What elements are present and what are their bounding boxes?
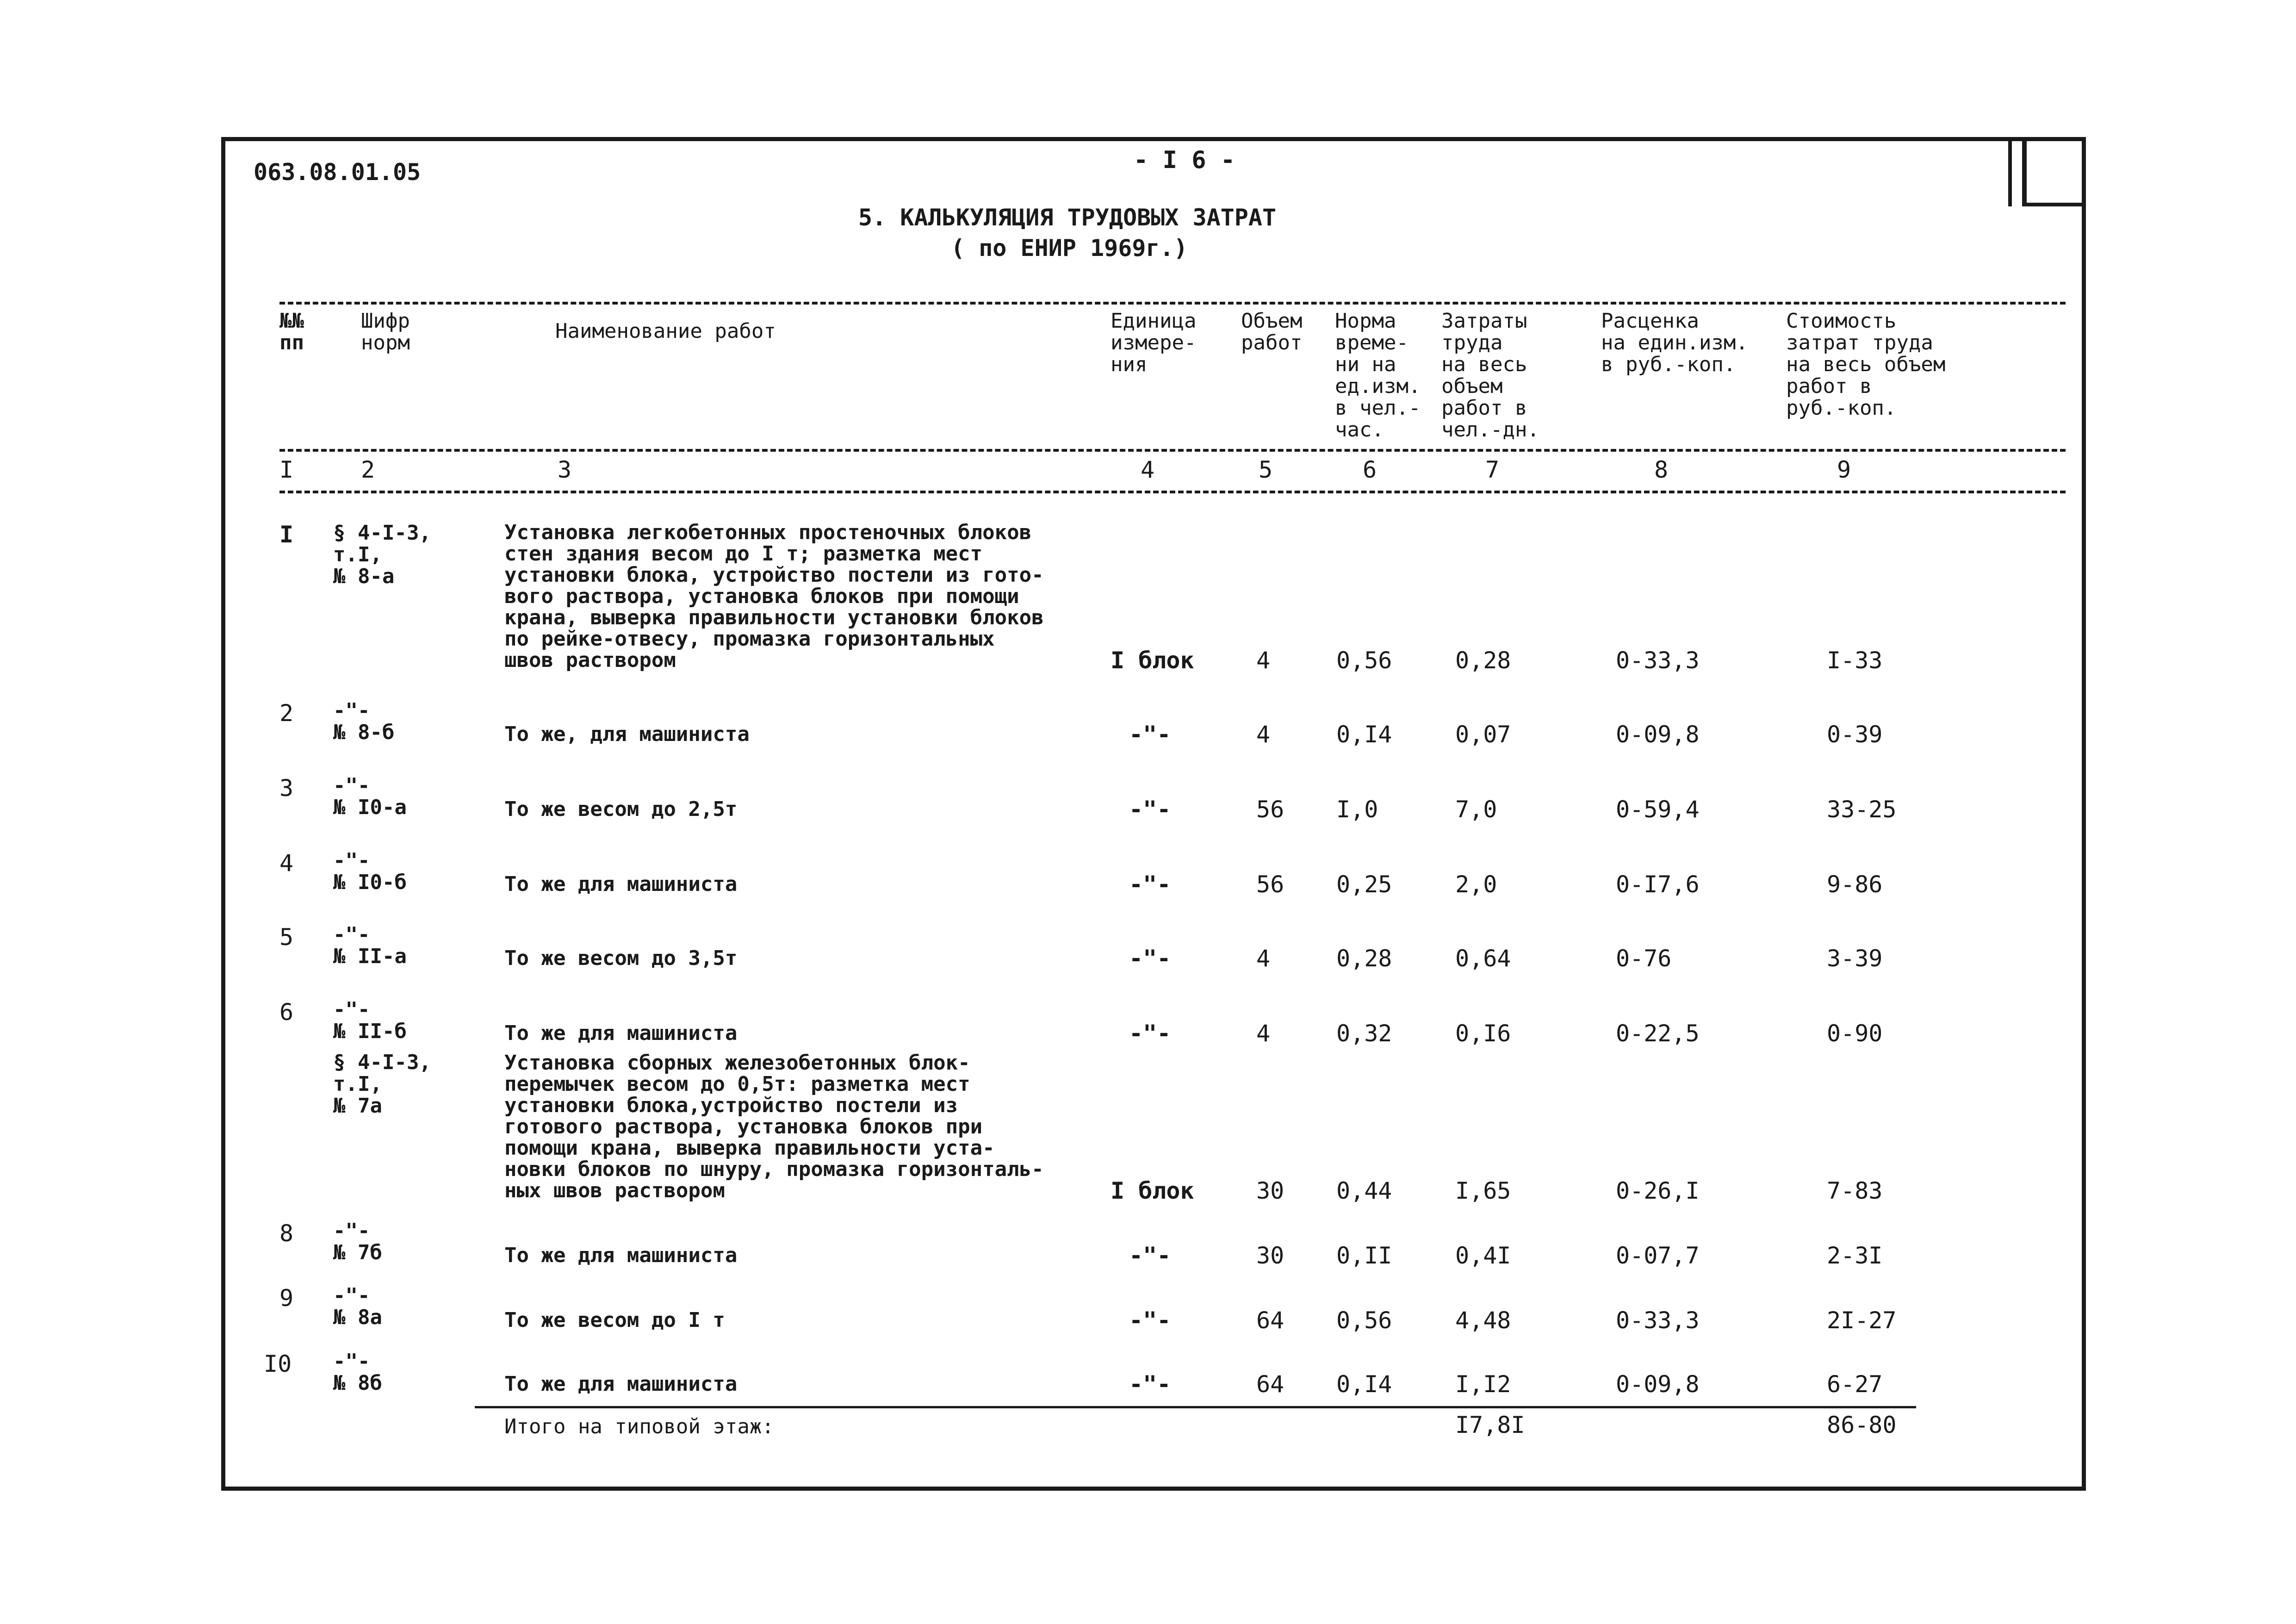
column-number: 9 [1837,456,1851,483]
header-work-name: Наименование работ [555,319,776,343]
header-row-number: №№ пп [279,309,304,355]
row-volume: 4 [1256,945,1271,972]
row-number: 3 [279,775,294,802]
row-time-norm: 0,II [1336,1242,1392,1269]
row-rate: 0-59,4 [1616,796,1700,823]
row-volume: 64 [1256,1307,1285,1334]
row-work-name: То же весом до 3,5т [504,946,738,970]
total-labor: I7,8I [1455,1412,1525,1438]
row-norm-code: -"- № 7б [333,1219,382,1264]
row-norm-code: -"- № 8а [333,1284,382,1329]
column-number: I [279,456,294,483]
header-time-norm: Норма време- ни на ед.изм. в чел.- час. [1335,309,1421,442]
column-number: 2 [361,456,375,483]
total-cost: 86-80 [1827,1412,1897,1438]
row-norm-code: -"- № 8-б [333,699,395,744]
page-title: 5. КАЛЬКУЛЯЦИЯ ТРУДОВЫХ ЗАТРАТ [858,204,1277,231]
header-volume: Объем работ [1241,309,1303,355]
row-volume: 4 [1256,721,1271,748]
row-cost: 0-39 [1827,721,1883,748]
corner-stamp-mark [2022,137,2086,206]
row-volume: 30 [1256,1242,1285,1269]
row-cost: 0-90 [1827,1020,1883,1047]
column-number: 8 [1654,456,1669,483]
row-unit: -"- [1129,796,1171,823]
row-labor: 0,4I [1455,1242,1511,1269]
row-work-name: Установка сборных железобетонных блок- перемычек весом до 0,5т: разметка мест установки блока,устройство постели из готового раствора, установка блоков при помощи крана, выверка правильности уста- новки блоков по шнуру, промазка горизонталь- ных швов раствором [504,1051,1044,1202]
row-norm-code: -"- № I0-а [333,774,407,819]
row-rate: 0-33,3 [1616,647,1700,674]
header-unit: Единица измере- ния [1111,309,1197,376]
header-bottom-rule [279,449,2066,452]
row-cost: 2-3I [1827,1242,1883,1269]
row-volume: 4 [1256,1020,1271,1047]
row-rate: 0-I7,6 [1616,871,1700,898]
row-time-norm: 0,25 [1336,871,1392,898]
table-top-rule [279,302,2066,305]
row-work-name: То же, для машиниста [504,722,750,746]
row-labor: 4,48 [1455,1307,1511,1334]
row-rate: 0-09,8 [1616,721,1700,748]
row-labor: I,I2 [1455,1371,1511,1398]
row-work-name: То же для машиниста [504,1244,738,1267]
row-volume: 64 [1256,1371,1285,1398]
document-code: 063.08.01.05 [254,159,421,186]
row-labor: 0,64 [1455,945,1511,972]
row-number: 2 [279,700,294,727]
row-rate: 0-76 [1616,945,1672,972]
row-rate: 0-09,8 [1616,1371,1700,1398]
column-number: 7 [1485,456,1500,483]
row-unit: -"- [1129,1307,1171,1334]
column-number: 4 [1141,456,1155,483]
row-time-norm: 0,44 [1336,1177,1392,1204]
row-labor: 0,28 [1455,647,1511,674]
row-work-name: То же для машиниста [504,1021,738,1045]
row-norm-code: -"- № II-б [333,998,407,1043]
row-number: I [279,521,294,548]
row-number: I0 [264,1350,292,1377]
row-time-norm: 0,I4 [1336,721,1392,748]
total-rule [475,1406,1916,1408]
column-number: 5 [1259,456,1273,483]
column-number: 6 [1363,456,1377,483]
row-work-name: Установка легкобетонных простеночных блоков стен здания весом до I т; разметка мест установки блока, устройство постели из гото- вого раствора, установка блоков при помощи крана, выверка правильности установки блоков по рейке-отвесу, промазка горизонтальных швов раствором [504,521,1044,672]
row-volume: 56 [1256,796,1285,823]
row-rate: 0-22,5 [1616,1020,1700,1047]
header-rate: Расценка на един.изм. в руб.-коп. [1601,309,1748,376]
row-cost: 9-86 [1827,871,1883,898]
row-unit: I блок [1111,647,1194,674]
row-time-norm: 0,28 [1336,945,1392,972]
row-cost: 6-27 [1827,1371,1883,1398]
row-labor: I,65 [1455,1177,1511,1204]
row-number: 4 [279,850,294,877]
row-labor: 2,0 [1455,871,1497,898]
header-cost: Стоимость затрат труда на весь объем работ в руб.-коп. [1786,309,1946,420]
column-number-rule [279,491,2066,493]
row-work-name: То же весом до 2,5т [504,797,738,821]
page-subtitle: ( по ЕНИР 1969г.) [951,235,1188,261]
row-unit: -"- [1129,1242,1171,1269]
row-volume: 30 [1256,1177,1285,1204]
row-time-norm: 0,56 [1336,1307,1392,1334]
header-norm-code: Шифр норм [361,309,410,355]
row-unit: I блок [1111,1177,1194,1204]
row-labor: 7,0 [1455,796,1497,823]
row-number: 6 [279,999,294,1026]
row-unit: -"- [1129,1371,1171,1398]
row-number: 5 [279,924,294,951]
column-number: 3 [558,456,572,483]
row-time-norm: 0,32 [1336,1020,1392,1047]
row-time-norm: 0,56 [1336,647,1392,674]
row-rate: 0-26,I [1616,1177,1700,1204]
row-labor: 0,07 [1455,721,1511,748]
page-number: - I 6 - [1134,146,1235,174]
row-norm-code: -"- № II-а [333,923,407,968]
row-cost: I-33 [1827,647,1883,674]
row-cost: 33-25 [1827,796,1897,823]
row-number: 9 [279,1285,294,1312]
row-work-name: То же для машиниста [504,1372,738,1396]
row-norm-code: -"- № I0-б [333,849,407,894]
row-labor: 0,I6 [1455,1020,1511,1047]
row-time-norm: I,0 [1336,796,1378,823]
row-norm-code: -"- № 8б [333,1350,382,1395]
row-unit: -"- [1129,945,1171,972]
row-unit: -"- [1129,721,1171,748]
row-work-name: То же весом до I т [504,1308,725,1332]
row-unit: -"- [1129,1020,1171,1047]
row-cost: 3-39 [1827,945,1883,972]
header-labor: Затраты труда на весь объем работ в чел.-дн. [1441,309,1539,442]
row-work-name: То же для машиниста [504,872,738,896]
row-cost: 7-83 [1827,1177,1883,1204]
total-label: Итого на типовой этаж: [504,1415,774,1438]
row-volume: 4 [1256,647,1271,674]
row-unit: -"- [1129,871,1171,898]
row-number: 8 [279,1220,294,1247]
row-rate: 0-07,7 [1616,1242,1700,1269]
row-cost: 2I-27 [1827,1307,1897,1334]
row-rate: 0-33,3 [1616,1307,1700,1334]
row-norm-code: § 4-I-3, т.I, № 7а [333,1051,431,1118]
row-volume: 56 [1256,871,1285,898]
row-time-norm: 0,I4 [1336,1371,1392,1398]
row-norm-code: § 4-I-3, т.I, № 8-а [333,521,431,588]
